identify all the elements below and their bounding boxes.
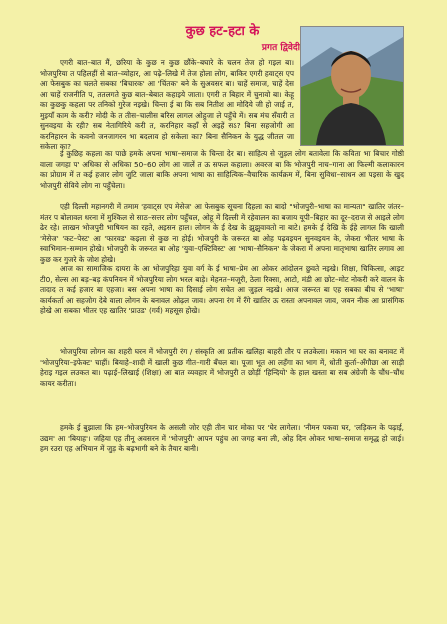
article-title: कुछ हट-हटा के	[185, 24, 260, 39]
paragraph-text: भोजपुरिया लोगन का शहरी घरन में भोजपुरी रंग / संस्कृति आ प्रतीक खलिहा बाहरी तौर प लउकेला। मकान भा घर का बनावट में 'भोजपुरिया–इफेक्ट' चाहीं। बियाहे–शादी में खाली कुछ गीत–गारी बँचल बा। पूजा भूत आ लहँगा का भाग में, धोती कुर्ता–अँगौछा आ साड़ी हेराइ गइल लउकत बा। पढ़ाई–लिखाई (शिक्षा) आ बात व्यवहार में भोजपुरी त छोड़ीं 'हिन्दियो' के हाल खस्ता बा सब अंग्रेजी के चौंध–चौंध कायर करीता।	[40, 347, 404, 388]
author-portrait-icon	[301, 27, 403, 145]
paragraph-3	[40, 202, 404, 265]
paragraph-5	[40, 347, 404, 389]
author-name: प्रगत द्विवेदी	[261, 43, 300, 53]
paragraph-text: एगरी बात–बात मैं, छरिया के कुछ न कुछ छौंके–बघारे के चलन तेज हो गइल बा। भोजपुरिया त पहिलहीं से बात–व्योहार, आ पढ़े–लिखे में तेज होला लोग, बाकिर एगरी हवाट्स एप आ फेसबुक का चलते सबका 'बिचारक' आ 'चिंतक' बने के सुअवसर बा। चाहें समाज, चाहें देस आ चाहें राजनीति प, ततलगते कुछ बात–बेबात कहाइये जाता। एगरी त बिहार में चुनावो बा। केहू का कुछकु कहला पर तनिको गुरेज नइखे। चिन्ता ई बा कि सब नितीश आ मोदिये जी हो जाई त, मुइयाँ काम के करी? मोदी के त तीस–चालीस बरिस लागल ओहुजा ले पहुँचे में। सब मंच सँवारी त सुनवइया के रही? सब नेतागिरिये करी त, करनिहार कहाँ से अइहें सऽ? बिना सहजोगी आ करनिहारन के कवनो जनजागरन भा बदलाव हो सकेला का? बिना सैनिकन के युद्ध जीतल जा सकेला का?	[40, 58, 294, 151]
paragraph-6	[40, 423, 404, 455]
author-photo	[300, 26, 404, 146]
paragraph-text: आज का सामाजिक दायरा के आ भोजपुरिहा युवा वर्ग के ई भाषा–प्रेम आ ओकर आंदोलन छुवते नइखे। शिक्षा, चिकित्सा, आइट टी0, सेल्स आ बड़–बड़ कंपनियन में भोजपुरिया लोग भरल बाड़े। मेहनत–मजूरी, ठेला रिक्सा, आटो, मंडी आ छोट–मोट नोकरी करे वालन के तादाद त कई हजार बा एहजा। बस अपना भाषा का दिसाई लोग सचेत आ जुड़ल नइखे। आज जरूरत बा एह सबका बीच से 'भाषा' कार्यकर्ता आ सहजोग देबे वाला लोगन के बनावल ओढ़ल जाव। अपना रंग में रँगे खातिर ऊ रास्ता अपनावल जाव, जवन नीक आ प्रासंगिक होखे आ सबका भीतर एह खातिर 'प्राउड' (गर्व) महसूस होखे।	[40, 264, 404, 315]
paragraph-4	[40, 264, 404, 317]
paragraph-text: हमके ई बुझाला कि हम–भोजपुरियन के असली जोर एही तीन चार मोका पर 'घेर लागेला। 'नीमन पकवा घर, 'लड़िकन के पढ़ाई, उद्यम' आ 'बियाह'। जहिया एह तीनू अवसरन में 'भोजपुरी' आपन पहुंच आ जगह बना ली, ओह दिन ओकर भाषा–समाज समृद्ध हो जाई। हम रउरा एह अभियान में जुड़ के बढ़भागी बने के तैयार बानी।	[40, 423, 404, 453]
paragraph-text: एही दिल्ली महानगरी में तमाम 'हवाट्स एप मेसेज' आ फेसबुक सूचना दिहला का बादो "भोजपुरी–भाषा का मान्यता" खातिर जंतर–मंतर प बोलावल धरना में मुश्किल से साठ–सत्तर लोग पहुँचल, ओहू में दिल्ली में रहेवालन का बजाय यूपी–बिहार का दूर–दराज से आइले लोग ढेर रहे। लाखन भोजपुरी भाषियन का रहते, अइसन हाल। लोगन के ई देख के झुझुवावतो ना बाटे। हमके ई देखि के ईहे लागल कि खाली 'मेसेज' 'कट–पेस्ट' आ 'फारवड' कइला से कुछ ना होई। भोजपुरी के जरूरत बा ओह पढ़वइयन सुनवइयन के, जेकरा भीतर भाषा के स्वाभिमान–सम्मान होखे। भोजपुरी के जरूरत बा ओह 'युवा–एक्टिविस्ट' आ 'भाषा–सैनिकन' के जेकरा में अपना मातृभाषा खातिर लगाव आ कुछ कर गुजरे के जोश होखे।	[40, 202, 404, 264]
paragraph-text: ई कुछिह कहला का पाछे हमके अपना भाषा–समाज के चिन्ता देर बा। साहित्य से जुड़ल लोग बतावेला कि कविता भा बिचार गोष्ठी वाला जगहा प' अधिका से अधिका 50–60 लोग आ जालें त ऊ सफल कहाला। अवरज बा कि भोजपुरी नाच–गाना आ फिल्मी कलाकारन का प्रोग्राम में त कई हजार लोग जुटि जाला बाकि अपना भाषा का साहित्यिक–वैचारिक कार्यक्रम में, बिना सुविधा–साधन आ पइसा के खुद भोजपुरी सेविये लोग ना पहुँचेला।	[40, 149, 404, 190]
paragraph-2	[40, 149, 404, 191]
paragraph-1	[40, 58, 294, 153]
